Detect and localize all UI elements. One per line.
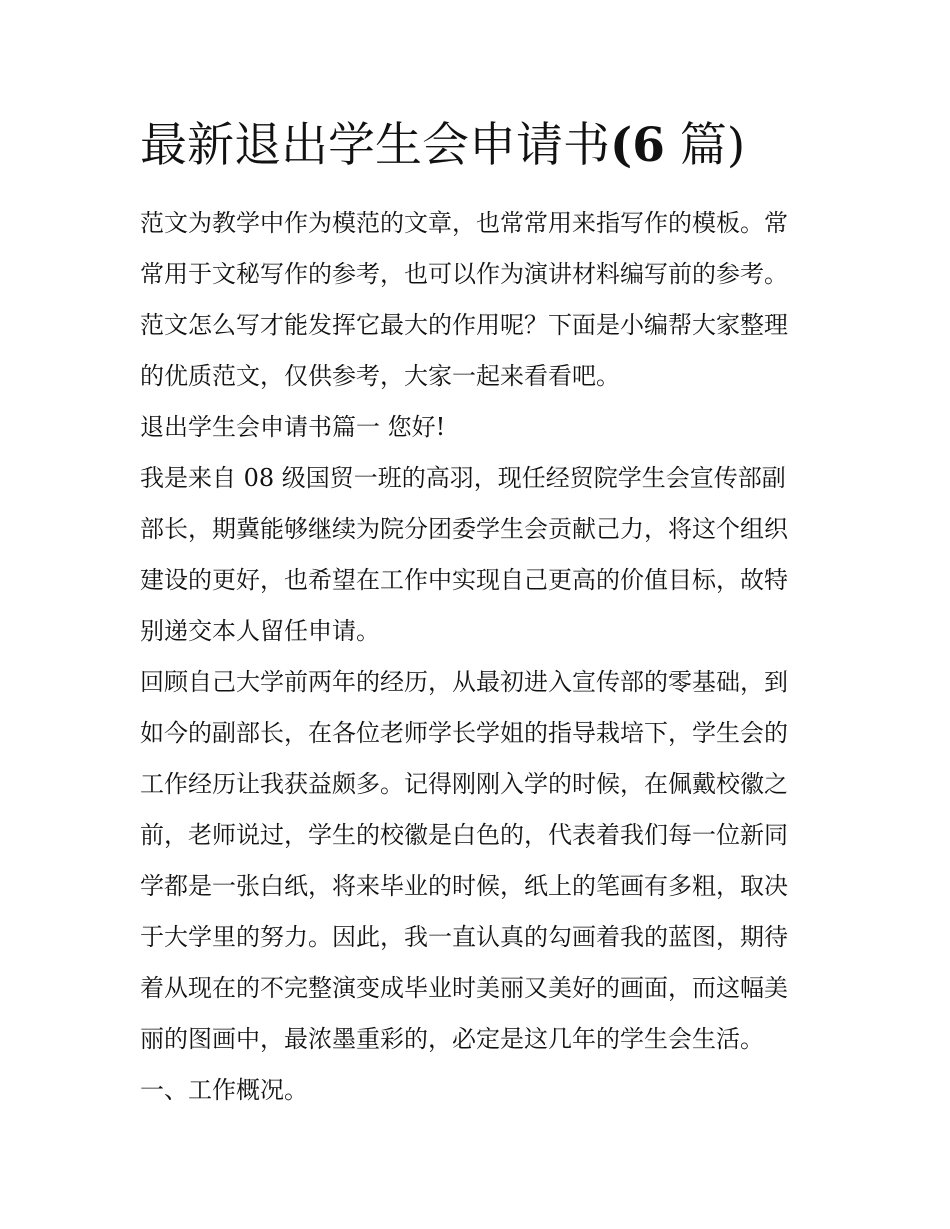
title-main: 最新退出学生会申请书 [140,118,610,173]
section-heading: 退出学生会申请书篇一 您好! [140,413,446,441]
body-line: 前，老师说过，学生的校徽是白色的，代表着我们每一位新同 [140,821,788,849]
body-line: 范文为教学中作为模范的文章，也常常用来指写作的模板。常 [140,209,788,237]
body-line: 回顾自己大学前两年的经历，从最初进入宣传部的零基础，到 [140,668,788,696]
document-title [140,116,745,176]
body-line: 于大学里的努力。因此，我一直认真的勾画着我的蓝图，期待 [140,923,788,951]
body-line: 工作经历让我获益颇多。记得刚刚入学的时候，在佩戴校徽之 [140,770,788,798]
body-line: 着从现在的不完整演变成毕业时美丽又美好的画面，而这幅美 [140,974,788,1002]
body-line: 如今的副部长，在各位老师学长学姐的指导栽培下，学生会的 [140,719,788,747]
body-line: 的优质范文，仅供参考，大家一起来看看吧。 [140,362,620,390]
body-line: 丽的图画中，最浓墨重彩的，必定是这几年的学生会生活。 [140,1025,764,1053]
body-line: 部长，期冀能够继续为院分团委学生会贡献己力，将这个组织 [140,515,788,543]
body-line: 常用于文秘写作的参考，也可以作为演讲材料编写前的参考。 [140,260,788,288]
body-line: 建设的更好，也希望在工作中实现自己更高的价值目标，故特 [140,566,788,594]
title-count: (6 [610,118,665,173]
body-line: 范文怎么写才能发挥它最大的作用呢？下面是小编帮大家整理 [140,311,788,339]
body-line: 别递交本人留任申请。 [140,617,380,645]
body-line: 我是来自 08 级国贸一班的高羽，现任经贸院学生会宣传部副 [140,464,786,492]
body-line: 学都是一张白纸，将来毕业的时候，纸上的笔画有多粗，取决 [140,872,788,900]
list-heading: 一、工作概况。 [140,1076,308,1104]
document-body [140,198,815,1116]
title-end: 篇) [679,118,746,173]
